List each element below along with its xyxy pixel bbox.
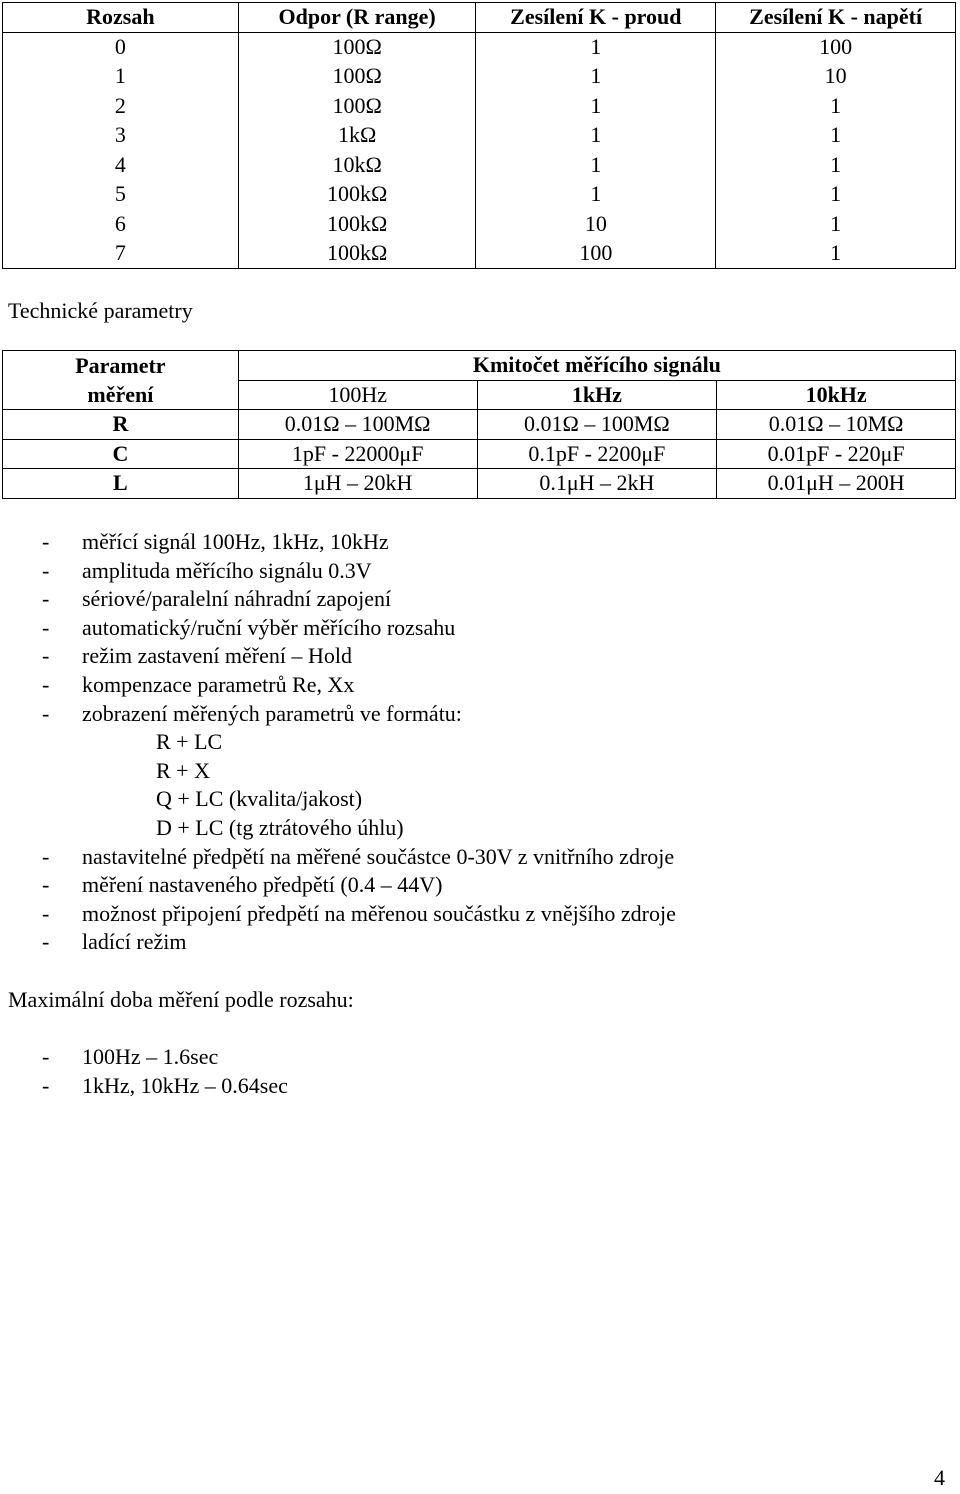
list-item [0,671,676,700]
table-cell: 3 [3,121,239,151]
param-header: měření [3,380,239,410]
table-cell: 100Ω [238,62,476,92]
param-header: Parametr [3,351,239,381]
table-header-row [3,380,956,410]
table-cell: 2 [3,91,239,121]
table-row [3,410,956,440]
table-header-row [3,3,956,33]
list-item [0,871,676,900]
list-item-text: nastavitelné předpětí na měřené součástce 0-30V z vnitřního zdroje [82,843,675,869]
table-cell: 0.01Ω – 100MΩ [477,410,717,440]
table-row [3,439,956,469]
list-dash: - [42,929,50,955]
table-row [3,150,956,180]
table-cell: 6 [3,209,239,239]
table-cell: 100Ω [238,32,476,62]
table-cell: 100kΩ [238,209,476,239]
format-item: R + X [156,757,210,783]
table-row [3,91,956,121]
list-item [0,1043,288,1072]
table-cell: 5 [3,180,239,210]
list-item-text: 1kHz, 10kHz – 0.64sec [82,1072,288,1098]
format-item: Q + LC (kvalita/jakost) [156,786,363,812]
list-dash: - [42,614,50,640]
column-header: Zesílení K - proud [476,3,716,33]
list-item [0,1072,288,1101]
list-dash: - [42,1044,50,1069]
list-item [0,557,676,586]
list-item [0,528,676,557]
list-item [0,700,676,729]
table-cell: 1 [716,91,956,121]
table-row [3,32,956,62]
list-item-text: kompenzace parametrů Re, Xx [82,671,355,697]
table-cell: 100 [716,32,956,62]
table-cell: 1 [716,209,956,239]
table-cell: 1 [3,62,239,92]
list-item-text: amplituda měřícího signálu 0.3V [82,557,372,583]
table-cell: 4 [3,150,239,180]
table-row [3,209,956,239]
table-cell: 0.01pF - 220μF [717,439,956,469]
table-cell: 0.01μH – 200H [717,469,956,499]
format-item: R + LC [156,729,223,755]
table-cell: 1 [476,180,716,210]
times-list [0,1043,288,1100]
list-item-text: možnost připojení předpětí na měřenou součástku z vnějšího zdroje [82,900,676,926]
list-dash: - [42,557,50,583]
column-header: Zesílení K - napětí [716,3,956,33]
table-cell: 1μH – 20kH [238,469,477,499]
format-item: D + LC (tg ztrátového úhlu) [156,814,404,840]
list-item [0,585,676,614]
param-cell: L [3,469,239,499]
table-row [3,180,956,210]
frequency-cell: 10kHz [717,380,956,410]
params-table [2,350,956,499]
list-item-text: zobrazení měřených parametrů ve formátu: [82,700,462,726]
table-cell: 7 [3,239,239,269]
table-cell: 1 [716,239,956,269]
table-cell: 1 [476,32,716,62]
frequency-header: Kmitočet měřícího signálu [238,351,955,381]
table-cell: 10kΩ [238,150,476,180]
table-cell: 1 [476,91,716,121]
frequency-cell: 1kHz [477,380,717,410]
list-dash: - [42,586,50,612]
column-header: Odpor (R range) [238,3,476,33]
list-item-text: měření nastaveného předpětí (0.4 – 44V) [82,872,443,898]
list-item-text: automatický/ruční výběr měřícího rozsahu [82,614,456,640]
table-row [3,469,956,499]
list-item-text: měřící signál 100Hz, 1kHz, 10kHz [82,529,389,554]
table-cell: 100kΩ [238,180,476,210]
table-cell: 100Ω [238,91,476,121]
list-dash: - [42,872,50,898]
list-dash: - [42,843,50,869]
table-cell: 100 [476,239,716,269]
list-item [0,928,676,957]
list-item [0,900,676,929]
section-title: Technické parametry [8,298,193,323]
list-item [0,843,676,872]
param-cell: C [3,439,239,469]
table-row [3,62,956,92]
table-cell: 1 [716,180,956,210]
table-cell: 1 [476,121,716,151]
table-row [3,239,956,269]
list-dash: - [42,643,50,669]
table-cell: 1kΩ [238,121,476,151]
table-cell: 1 [476,62,716,92]
frequency-cell: 100Hz [238,380,477,410]
list-dash: - [42,700,50,726]
table-cell: 0.01Ω – 100MΩ [238,410,477,440]
list-item-text: 100Hz – 1.6sec [82,1044,219,1069]
list-item [0,642,676,671]
table-cell: 100kΩ [238,239,476,269]
table-cell: 0.01Ω – 10MΩ [717,410,956,440]
list-dash: - [42,1072,50,1098]
column-header: Rozsah [3,3,239,33]
list-dash: - [42,671,50,697]
range-table [2,2,956,269]
max-time-title: Maximální doba měření podle rozsahu: [8,987,354,1012]
table-cell: 0 [3,32,239,62]
page-number: 4 [934,1465,945,1490]
param-cell: R [3,410,239,440]
table-cell: 1 [476,150,716,180]
list-item [0,614,676,643]
list-dash: - [42,529,50,554]
list-item-text: sériové/paralelní náhradní zapojení [82,586,392,612]
table-cell: 1 [716,150,956,180]
list-item-text: ladící režim [82,929,187,955]
features-list [0,528,676,957]
list-item-text: režim zastavení měření – Hold [82,643,353,669]
table-cell: 10 [716,62,956,92]
table-cell: 0.1μH – 2kH [477,469,717,499]
table-row [3,121,956,151]
table-cell: 1 [716,121,956,151]
table-cell: 0.1pF - 2200μF [477,439,717,469]
table-header-row [3,351,956,381]
table-cell: 1pF - 22000μF [238,439,477,469]
table-cell: 10 [476,209,716,239]
list-dash: - [42,900,50,926]
